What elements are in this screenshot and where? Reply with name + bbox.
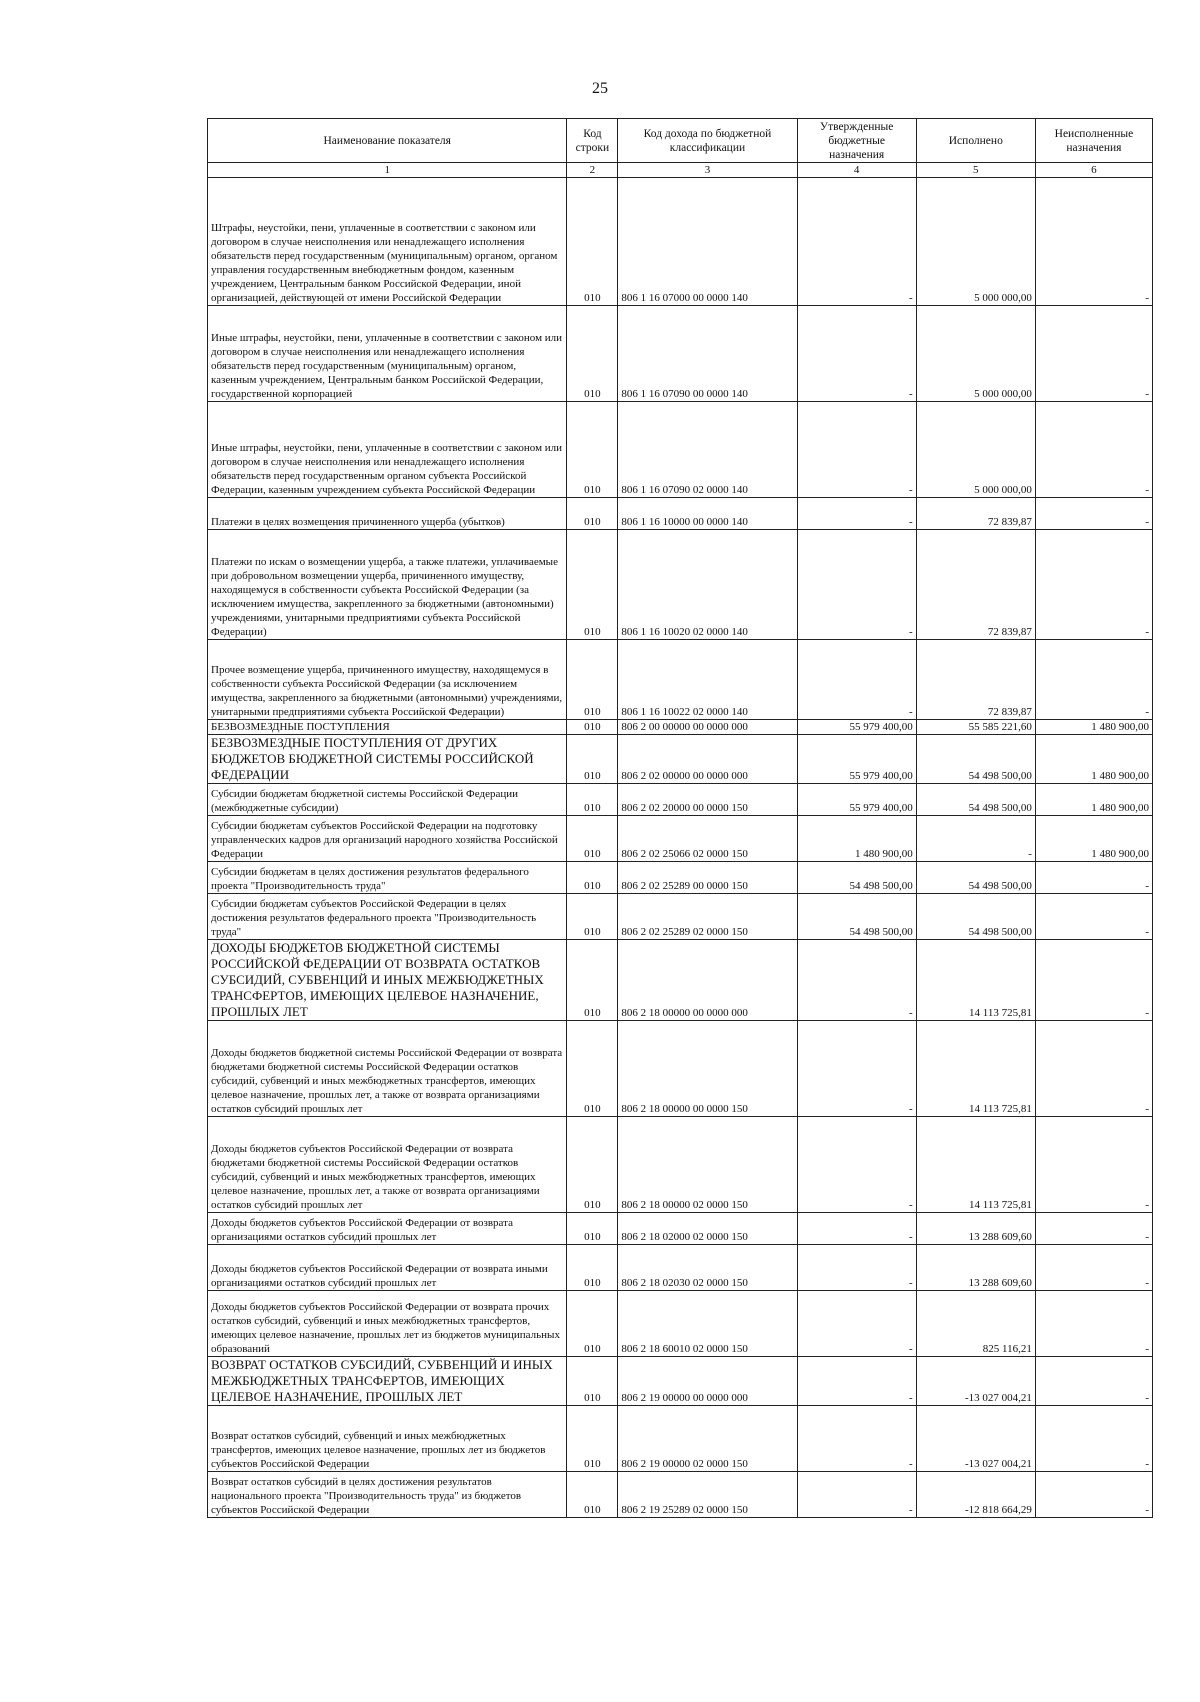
row-name: БЕЗВОЗМЕЗДНЫЕ ПОСТУПЛЕНИЯ ОТ ДРУГИХ БЮДЖЕТОВ БЮДЖЕТНОЙ СИСТЕМЫ РОССИЙСКОЙ ФЕДЕРАЦИИ (208, 735, 567, 784)
row-unexecuted: - (1035, 1213, 1152, 1245)
row-approved: - (797, 1245, 916, 1291)
row-income-code: 806 2 02 20000 00 0000 150 (618, 784, 797, 816)
table-row (208, 178, 1153, 306)
row-executed: 825 116,21 (916, 1291, 1035, 1357)
row-name: ДОХОДЫ БЮДЖЕТОВ БЮДЖЕТНОЙ СИСТЕМЫ РОССИЙСКОЙ ФЕДЕРАЦИИ ОТ ВОЗВРАТА ОСТАТКОВ СУБСИДИЙ, СУБВЕНЦИЙ И ИНЫХ МЕЖБЮДЖЕТНЫХ ТРАНСФЕРТОВ, ИМЕЮЩИХ ЦЕЛЕВОЕ НАЗНАЧЕНИЕ, ПРОШЛЫХ ЛЕТ (208, 940, 567, 1021)
row-unexecuted: - (1035, 1472, 1152, 1518)
row-approved: - (797, 1117, 916, 1213)
header-unexecuted: Неисполненные назначения (1035, 119, 1152, 163)
row-executed: 5 000 000,00 (916, 178, 1035, 306)
row-approved: - (797, 640, 916, 720)
row-income-code: 806 2 02 25289 00 0000 150 (618, 862, 797, 894)
row-income-code: 806 1 16 10020 02 0000 140 (618, 530, 797, 640)
row-unexecuted: - (1035, 402, 1152, 498)
row-executed: 14 113 725,81 (916, 1117, 1035, 1213)
row-unexecuted: - (1035, 1406, 1152, 1472)
row-line-code: 010 (567, 862, 618, 894)
table-row (208, 862, 1153, 894)
row-unexecuted: 1 480 900,00 (1035, 784, 1152, 816)
row-unexecuted: - (1035, 530, 1152, 640)
income-report-table (207, 118, 1153, 1518)
header-line-code: Код строки (567, 119, 618, 163)
table-row (208, 816, 1153, 862)
row-approved: - (797, 1472, 916, 1518)
row-unexecuted: - (1035, 178, 1152, 306)
table-row (208, 1245, 1153, 1291)
row-approved: 55 979 400,00 (797, 735, 916, 784)
table-row (208, 1291, 1153, 1357)
page-number: 25 (592, 80, 608, 97)
row-income-code: 806 2 18 60010 02 0000 150 (618, 1291, 797, 1357)
row-line-code: 010 (567, 1021, 618, 1117)
header-approved: Утвержденные бюджетные назначения (797, 119, 916, 163)
row-executed: 13 288 609,60 (916, 1213, 1035, 1245)
row-income-code: 806 2 18 02030 02 0000 150 (618, 1245, 797, 1291)
row-unexecuted: - (1035, 1357, 1152, 1406)
row-income-code: 806 2 18 02000 02 0000 150 (618, 1213, 797, 1245)
table-row (208, 735, 1153, 784)
table-row (208, 1472, 1153, 1518)
row-line-code: 010 (567, 720, 618, 735)
row-unexecuted: 1 480 900,00 (1035, 816, 1152, 862)
row-income-code: 806 2 18 00000 00 0000 000 (618, 940, 797, 1021)
row-income-code: 806 2 19 25289 02 0000 150 (618, 1472, 797, 1518)
row-approved: - (797, 1291, 916, 1357)
row-income-code: 806 2 02 25289 02 0000 150 (618, 894, 797, 940)
row-unexecuted: - (1035, 862, 1152, 894)
row-income-code: 806 2 18 00000 00 0000 150 (618, 1021, 797, 1117)
row-unexecuted: - (1035, 940, 1152, 1021)
row-name: Доходы бюджетов субъектов Российской Федерации от возврата организациями остатков субсидий прошлых лет (208, 1213, 567, 1245)
table-row (208, 1406, 1153, 1472)
row-line-code: 010 (567, 178, 618, 306)
header-name: Наименование показателя (208, 119, 567, 163)
row-executed: 54 498 500,00 (916, 862, 1035, 894)
column-number: 4 (797, 163, 916, 178)
row-executed: 14 113 725,81 (916, 1021, 1035, 1117)
row-name: Иные штрафы, неустойки, пени, уплаченные в соответствии с законом или договором в случае неисполнения или ненадлежащего исполнения обязательств перед государственным (муниципальным) органом, казенным учреждением, Центральным банком Российской Федерации, государственной корпорацией (208, 306, 567, 402)
table-row (208, 402, 1153, 498)
row-executed: 55 585 221,60 (916, 720, 1035, 735)
row-executed: 5 000 000,00 (916, 306, 1035, 402)
header-executed: Исполнено (916, 119, 1035, 163)
row-line-code: 010 (567, 1472, 618, 1518)
row-income-code: 806 2 00 00000 00 0000 000 (618, 720, 797, 735)
row-name: Доходы бюджетов бюджетной системы Российской Федерации от возврата бюджетами бюджетной системы Российской Федерации остатков субсидий, субвенций и иных межбюджетных трансфертов, имеющих целевое назначение, прошлых лет, а также от возврата организациями остатков субсидий прошлых лет (208, 1021, 567, 1117)
row-approved: 55 979 400,00 (797, 720, 916, 735)
row-line-code: 010 (567, 940, 618, 1021)
row-line-code: 010 (567, 784, 618, 816)
table-row (208, 306, 1153, 402)
row-income-code: 806 2 18 00000 02 0000 150 (618, 1117, 797, 1213)
row-name: Субсидии бюджетам субъектов Российской Федерации на подготовку управленческих кадров для организаций народного хозяйства Российской Федерации (208, 816, 567, 862)
row-unexecuted: - (1035, 1291, 1152, 1357)
column-number: 5 (916, 163, 1035, 178)
table-row (208, 640, 1153, 720)
row-income-code: 806 1 16 07090 00 0000 140 (618, 306, 797, 402)
row-unexecuted: - (1035, 1245, 1152, 1291)
row-line-code: 010 (567, 1357, 618, 1406)
row-approved: - (797, 1213, 916, 1245)
row-line-code: 010 (567, 402, 618, 498)
row-approved: 54 498 500,00 (797, 894, 916, 940)
row-executed: 5 000 000,00 (916, 402, 1035, 498)
row-executed: -13 027 004,21 (916, 1357, 1035, 1406)
row-line-code: 010 (567, 1406, 618, 1472)
row-name: ВОЗВРАТ ОСТАТКОВ СУБСИДИЙ, СУБВЕНЦИЙ И ИНЫХ МЕЖБЮДЖЕТНЫХ ТРАНСФЕРТОВ, ИМЕЮЩИХ ЦЕЛЕВОЕ НАЗНАЧЕНИЕ, ПРОШЛЫХ ЛЕТ (208, 1357, 567, 1406)
row-unexecuted: - (1035, 894, 1152, 940)
row-name: Возврат остатков субсидий в целях достижения результатов национального проекта "Производительность труда" из бюджетов субъектов Российской Федерации (208, 1472, 567, 1518)
row-approved: - (797, 530, 916, 640)
row-name: Штрафы, неустойки, пени, уплаченные в соответствии с законом или договором в случае неисполнения или ненадлежащего исполнения обязательств перед государственным (муниципальным) органом, органом управления государственным внебюджетным фондом, казенным учреждением, Центральным банком Российской Федерации, иной организацией, действующей от имени Российской Федерации (208, 178, 567, 306)
row-unexecuted: - (1035, 306, 1152, 402)
row-unexecuted: 1 480 900,00 (1035, 735, 1152, 784)
row-name: Платежи в целях возмещения причиненного ущерба (убытков) (208, 498, 567, 530)
row-executed: 72 839,87 (916, 530, 1035, 640)
row-executed: 72 839,87 (916, 498, 1035, 530)
row-executed: 14 113 725,81 (916, 940, 1035, 1021)
row-line-code: 010 (567, 894, 618, 940)
row-executed: -13 027 004,21 (916, 1406, 1035, 1472)
row-unexecuted: - (1035, 1117, 1152, 1213)
row-approved: - (797, 940, 916, 1021)
row-name: Прочее возмещение ущерба, причиненного имуществу, находящемуся в собственности субъекта Российской Федерации (за исключением имущества, закрепленного за бюджетными (автономными) учреждениями, унитарными предприятиями субъекта Российской Федерации) (208, 640, 567, 720)
row-name: БЕЗВОЗМЕЗДНЫЕ ПОСТУПЛЕНИЯ (208, 720, 567, 735)
row-line-code: 010 (567, 640, 618, 720)
column-number: 3 (618, 163, 797, 178)
row-executed: - (916, 816, 1035, 862)
table-row (208, 1021, 1153, 1117)
row-name: Платежи по искам о возмещении ущерба, а также платежи, уплачиваемые при добровольном возмещении ущерба, причиненного имуществу, находящемуся в собственности субъекта Российской Федерации (за исключением имущества, закрепленного за бюджетными (автономными) учреждениями, унитарными предприятиями субъекта Российской Федерации) (208, 530, 567, 640)
report-body (208, 178, 1153, 1518)
row-approved: - (797, 306, 916, 402)
table-row (208, 1213, 1153, 1245)
row-executed: 13 288 609,60 (916, 1245, 1035, 1291)
row-name: Доходы бюджетов субъектов Российской Федерации от возврата прочих остатков субсидий, субвенций и иных межбюджетных трансфертов, имеющих целевое назначение, прошлых лет из бюджетов муниципальных образований (208, 1291, 567, 1357)
row-name: Возврат остатков субсидий, субвенций и иных межбюджетных трансфертов, имеющих целевое назначение, прошлых лет из бюджетов субъектов Российской Федерации (208, 1406, 567, 1472)
row-approved: - (797, 178, 916, 306)
row-approved: - (797, 402, 916, 498)
table-row (208, 940, 1153, 1021)
row-income-code: 806 1 16 07000 00 0000 140 (618, 178, 797, 306)
row-approved: - (797, 1406, 916, 1472)
row-name: Субсидии бюджетам бюджетной системы Российской Федерации (межбюджетные субсидии) (208, 784, 567, 816)
row-income-code: 806 1 16 07090 02 0000 140 (618, 402, 797, 498)
row-executed: 72 839,87 (916, 640, 1035, 720)
row-name: Субсидии бюджетам субъектов Российской Федерации в целях достижения результатов федерального проекта "Производительность труда" (208, 894, 567, 940)
row-approved: 54 498 500,00 (797, 862, 916, 894)
row-executed: 54 498 500,00 (916, 784, 1035, 816)
row-line-code: 010 (567, 1213, 618, 1245)
table-row (208, 894, 1153, 940)
row-line-code: 010 (567, 306, 618, 402)
table-row (208, 720, 1153, 735)
row-approved: 55 979 400,00 (797, 784, 916, 816)
row-executed: -12 818 664,29 (916, 1472, 1035, 1518)
row-name: Доходы бюджетов субъектов Российской Федерации от возврата бюджетами бюджетной системы Российской Федерации остатков субсидий, субвенций и иных межбюджетных трансфертов, имеющих целевое назначение, прошлых лет, а также от возврата организациями остатков субсидий прошлых лет (208, 1117, 567, 1213)
row-income-code: 806 1 16 10000 00 0000 140 (618, 498, 797, 530)
row-approved: - (797, 498, 916, 530)
row-unexecuted: 1 480 900,00 (1035, 720, 1152, 735)
column-number: 6 (1035, 163, 1152, 178)
row-name: Иные штрафы, неустойки, пени, уплаченные в соответствии с законом или договором в случае неисполнения или ненадлежащего исполнения обязательств перед государственным органом субъекта Российской Федерации, казенным учреждением субъекта Российской Федерации (208, 402, 567, 498)
row-income-code: 806 2 19 00000 02 0000 150 (618, 1406, 797, 1472)
row-line-code: 010 (567, 1245, 618, 1291)
row-line-code: 010 (567, 530, 618, 640)
row-name: Субсидии бюджетам в целях достижения результатов федерального проекта "Производительность труда" (208, 862, 567, 894)
row-approved: - (797, 1021, 916, 1117)
table-row (208, 1357, 1153, 1406)
row-line-code: 010 (567, 1117, 618, 1213)
row-executed: 54 498 500,00 (916, 894, 1035, 940)
row-income-code: 806 2 02 00000 00 0000 000 (618, 735, 797, 784)
row-income-code: 806 2 19 00000 00 0000 000 (618, 1357, 797, 1406)
table-row (208, 784, 1153, 816)
column-number: 2 (567, 163, 618, 178)
row-unexecuted: - (1035, 640, 1152, 720)
column-number: 1 (208, 163, 567, 178)
row-line-code: 010 (567, 498, 618, 530)
row-unexecuted: - (1035, 1021, 1152, 1117)
row-line-code: 010 (567, 816, 618, 862)
row-line-code: 010 (567, 1291, 618, 1357)
row-income-code: 806 2 02 25066 02 0000 150 (618, 816, 797, 862)
table-row (208, 1117, 1153, 1213)
row-unexecuted: - (1035, 498, 1152, 530)
row-approved: 1 480 900,00 (797, 816, 916, 862)
table-row (208, 498, 1153, 530)
row-name: Доходы бюджетов субъектов Российской Федерации от возврата иными организациями остатков субсидий прошлых лет (208, 1245, 567, 1291)
column-number-row (208, 163, 1153, 178)
header-income-code: Код дохода по бюджетной классификации (618, 119, 797, 163)
row-executed: 54 498 500,00 (916, 735, 1035, 784)
table-row (208, 530, 1153, 640)
row-line-code: 010 (567, 735, 618, 784)
row-income-code: 806 1 16 10022 02 0000 140 (618, 640, 797, 720)
row-approved: - (797, 1357, 916, 1406)
